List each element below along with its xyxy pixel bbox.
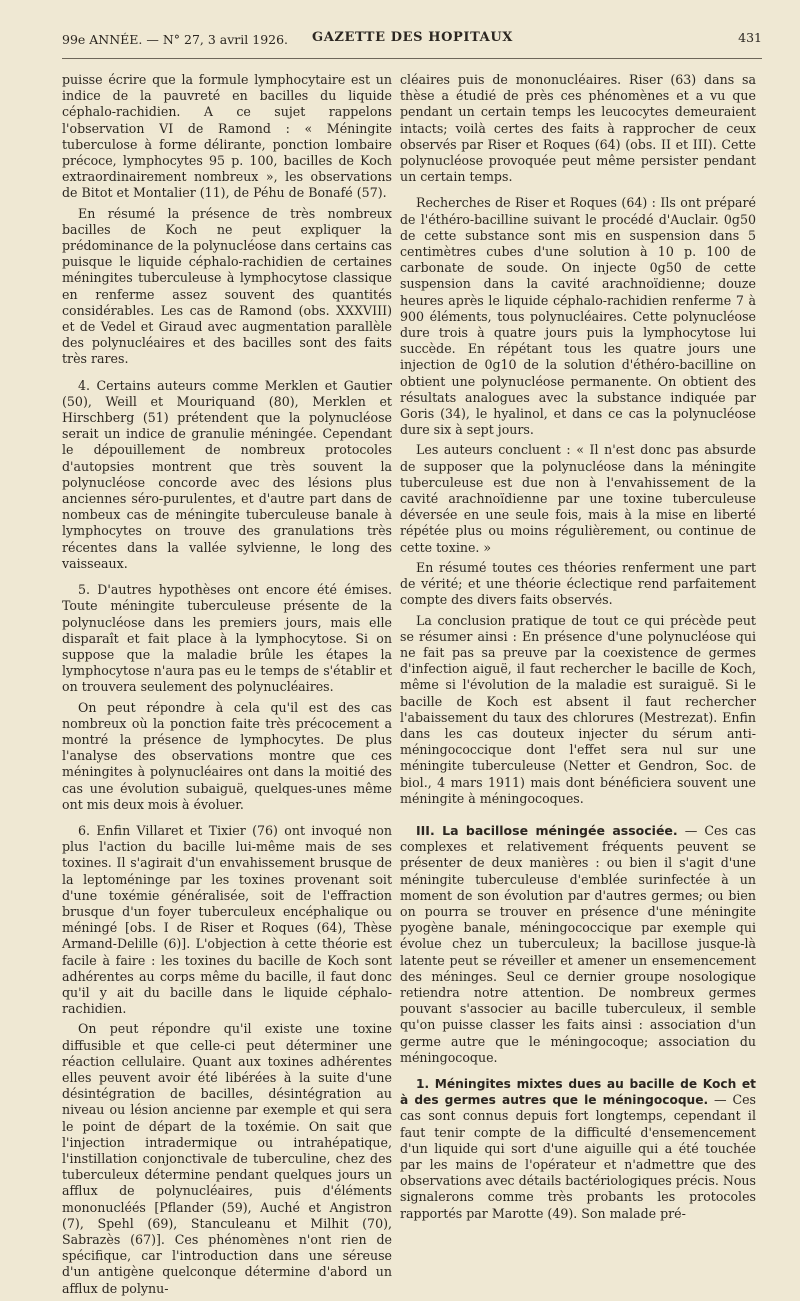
section-paragraph [400, 823, 756, 1066]
section-heading: III. La bacillose méningée associée. [416, 822, 678, 838]
paragraph: puisse écrire que la formule lymphocytaire est un indice de la pauvreté en bacilles du liquide céphalo-rachidien. A ce sujet rappelons l'observation VI de Ramond : « Méningite tuberculose à forme délirante, ponction lombaire précoce, lymphocytes 95 p. 100, bacilles de Koch extraordinairement nombreux », les observations de Bitot et Montalier (11), de Péhu de Bonafé (57). [62, 72, 392, 201]
subsection-paragraph [400, 1076, 756, 1222]
subsection-text: — Ces cas sont connus depuis fort longtemps, cependant il faut tenir compte de la difficulté d'ensemencement d'un liquide qui sort d'une aiguille qui a été touchée par les mains de l'opérateur et n'admettre que des observations avec détails bactériologiques précis. Nous signalerons comme très probants les protocoles rapportés par Marotte (49). Son malade pré- [400, 1092, 757, 1221]
page-header [62, 30, 762, 50]
left-column [62, 72, 392, 1301]
paragraph: 6. Enfin Villaret et Tixier (76) ont invoqué non plus l'action du bacille lui-même mais de ses toxines. Il s'agirait d'un envahissement brusque de la leptoméninge par les toxines provenant soit d'une toxémie généralisée, soit de l'effraction brusque d'un foyer tuberculeux encéphalique ou méningé [obs. I de Riser et Roques (64), Thèse Armand-Delille (6)]. L'objection à cette théorie est facile à faire : les toxines du bacille de Koch sont adhérentes au corps même du bacille, il faut donc qu'il y ait du bacille dans le liquide céphalo-rachidien. [62, 822, 392, 1017]
paragraph: Les auteurs concluent : « Il n'est donc pas absurde de supposer que la polynucléose dans la méningite tuberculeuse est due non à l'envahissement de la cavité arachnoïdienne par une toxine tuberculeuse déversée en une seule fois, mais à la mise en liberté répétée plus ou moins régulièrement, ou continue de cette toxine. » [400, 442, 756, 555]
paragraph: 4. Certains auteurs comme Merklen et Gautier (50), Weill et Mouriquand (80), Merklen et Hirschberg (51) prétendent que la polynucléose serait un indice de granulie méningée. Cependant le dépouillement de nombreux protocoles d'autopsies montrent que très souvent la polynucléose concorde avec des lésions plus anciennes séro-purulentes, et d'autre part dans de nombeux cas de méningite tuberculeuse banale à lymphocytes on trouve des granulations très récentes dans la vallée sylvienne, le long des vaisseaux. [62, 377, 392, 571]
subsection-heading: 1. Méningites mixtes dues au bacille de Koch et à des germes autres que le méningocoque. [400, 1076, 756, 1108]
paragraph: En résumé la présence de très nombreux bacilles de Koch ne peut expliquer la prédominance de la polynucléose dans certains cas puisque le liquide céphalo-rachidien de certaines méningites tuberculeuse à lymphocytose classique en renferme assez souvent des quantités considérables. Les cas de Ramond (obs. XXXVIII) et de Vedel et Giraud avec augmentation parallèle des polynucléaires et des bacilles sont des faits très rares. [62, 205, 392, 367]
paragraph: On peut répondre à cela qu'il est des cas nombreux où la ponction faite très précocement a montré la présence de lymphocytes. De plus l'analyse des observations montre que ces méningites à polynucléaires ont dans la moitié des cas une évolution subaiguë, quelques-unes même ont mis deux mois à évoluer. [62, 699, 392, 812]
paragraph: On peut répondre qu'il existe une toxine diffusible et que celle-ci peut déterminer une réaction cellulaire. Quant aux toxines adhérentes elles peuvent avoir été libérées à la suite d'une désintégration de bacilles, désintégration au niveau ou lésion ancienne par exemple et qui sera le point de départ de la toxémie. On sait que l'injection intradermique ou intrahépatique, l'instillation conjonctivale de tuberculine, chez des tuberculeux détermine pendant quelques jours un afflux de polynucléaires, puis d'éléments mononucléés [Pflander (59), Auché et Angistron (7), Spehl (69), Stanculeanu et Milhit (70), Sabrazès (67)]. Ces phénomènes n'ont rien de spécifique, car l'introduction dans une séreuse d'un antigène quelconque détermine d'abord un afflux de polynu- [62, 1021, 392, 1296]
right-column [400, 72, 756, 1226]
paragraph: cléaires puis de mononucléaires. Riser (63) dans sa thèse a étudié de près ces phénomènes et a vu que pendant un certain temps les leucocytes demeuraient intacts; voilà certes des faits à rapprocher de ceux observés par Riser et Roques (64) (obs. II et III). Cette polynucléose provoquée peut même persister pendant un certain temps. [400, 72, 756, 185]
section-text: — Ces cas complexes et relativement fréquents peuvent se présenter de deux manières : ou bien il s'agit d'une méningite tuberculeuse d'emblée surinfectée à un moment de son évolution par d'autres germes; ou bien on pourra se trouver en présence d'une méningite pyogène banale, méningococcique par exemple qui évolue chez un tuberculeux; la bacillose jusque-là latente peut se réveiller et amener un ensemencement des méninges. Seul ce dernier groupe nosologique retiendra notre attention. De nombreux germes pouvant s'associer au bacille tuberculeux, il semble qu'on puisse classer les faits ainsi : association d'un germe autre que le méningocoque; association du méningocoque. [400, 822, 756, 1065]
page-number: 431 [738, 30, 762, 45]
paragraph: En résumé toutes ces théories renferment une part de vérité; et une théorie éclectique rend parfaitement compte des divers faits observés. [400, 559, 756, 608]
paragraph: La conclusion pratique de tout ce qui précède peut se résumer ainsi : En présence d'une polynucléose qui ne fait pas sa preuve par la coexistence de germes d'infection aiguë, il faut rechercher le bacille de Koch, même si l'évolution de la maladie est suraiguë. Si le bacille de Koch est absent il faut rechercher l'abaissement du taux des chlorures (Mestrezat). Enfin dans les cas douteux injecter du sérum anti-méningococcique dont l'effet sera nul sur une méningite tuberculeuse (Netter et Gendron, Soc. de biol., 4 mars 1911) mais dont bénéficiera souvent une méningite à méningocoques. [400, 612, 756, 806]
paragraph: Recherches de Riser et Roques (64) : Ils ont préparé de l'éthéro-bacilline suivant le procédé d'Auclair. 0g50 de cette substance sont mis en suspension dans 5 centimètres cubes d'une solution à 10 p. 100 de carbonate de soude. On injecte 0g50 de cette suspension dans la cavité arachnoïdienne; douze heures après le liquide céphalo-rachidien renferme 7 à 900 éléments, tous polynucléaires. Cette polynucléose dure trois à quatre jours puis la lymphocytose lui succède. En répétant tous les quatre jours une injection de 0g10 de la solution d'éthéro-bacilline on obtient une polynucléose permanente. On obtient des résultats analogues avec la substance indiquée par Goris (34), le hyalinol, et dans ce cas la polynucléose dure six à sept jours. [400, 195, 756, 438]
journal-title: GAZETTE DES HOPITAUX [312, 30, 513, 45]
paragraph: 5. D'autres hypothèses ont encore été émises. Toute méningite tuberculeuse présente de la polynucléose dans les premiers jours, mais elle disparaît et fait place à la lymphocytose. Si on suppose que la maladie brûle les étapes la lymphocytose n'aura pas eu le temps de s'établir et on trouvera seulement des polynucléaires. [62, 582, 392, 695]
header-rule [62, 58, 762, 59]
issue-line: 99e ANNÉE. — N° 27, 3 avril 1926. [62, 32, 289, 47]
